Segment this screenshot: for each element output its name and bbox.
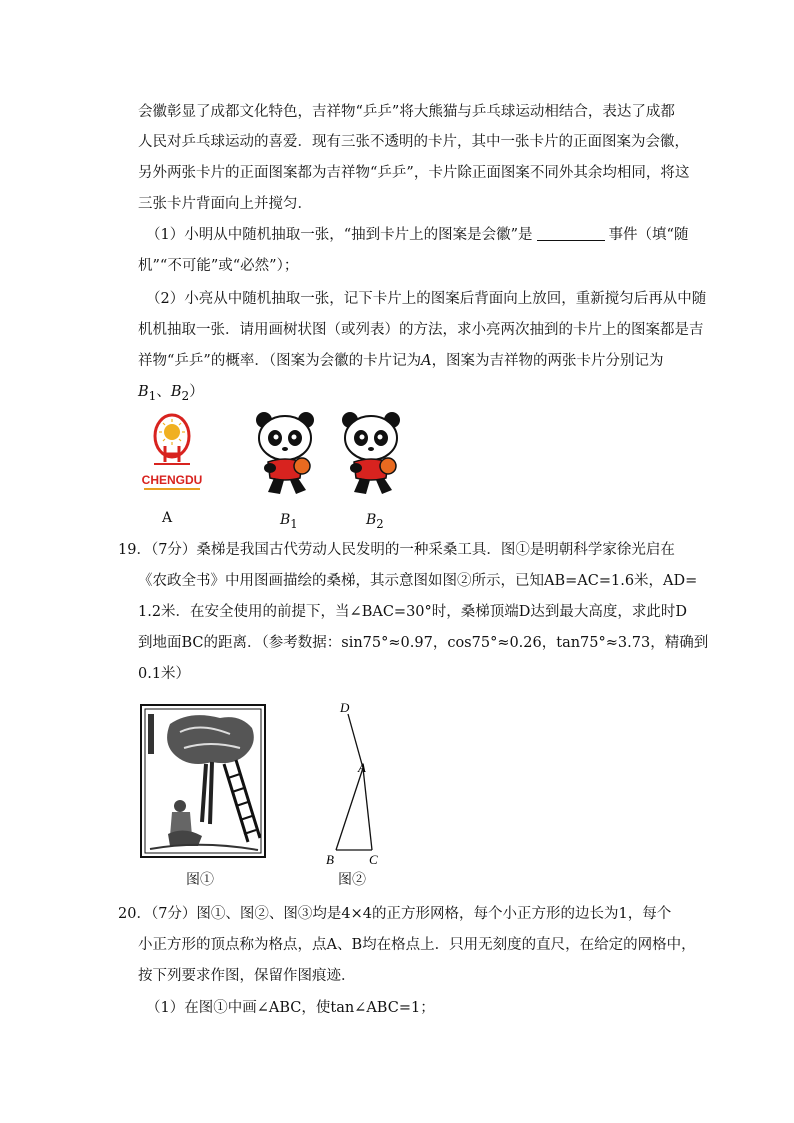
q19-line-5: 0.1米） — [138, 666, 191, 682]
var-b1: B — [138, 384, 149, 400]
q20-line-2: 小正方形的顶点称为格点，点A、B均在格点上．只用无刻度的直尺，在给定的网格中， — [138, 937, 696, 953]
q18-part2-line-3 — [138, 351, 664, 371]
var-a: A — [421, 353, 432, 369]
q18-line-1: 会徽彰显了成都文化特色，吉祥物“乒乒”将大熊猫与乒乓球运动相结合，表达了成都 — [138, 104, 675, 120]
q18-part1-line-2: 机”“不可能”或“必然”）； — [138, 258, 299, 274]
q19-line-4: 到地面BC的距离．（参考数据：sin75°≈0.97，cos75°≈0.26，tan75°≈3.73，精确到 — [138, 635, 709, 651]
caption-b2-letter: B — [366, 512, 377, 528]
close-paren: ） — [189, 384, 204, 400]
label-d: D — [340, 700, 350, 715]
panda-mascot-icon — [250, 410, 320, 498]
q18-part2-line-4 — [138, 382, 204, 406]
caption-b1-letter: B — [280, 512, 291, 528]
label-b: B — [326, 852, 334, 867]
caption-a: A — [162, 510, 173, 526]
q18-line-2: 人民对乒乓球运动的喜爱．现有三张不透明的卡片，其中一张卡片的正面图案为会徽， — [138, 134, 689, 150]
caption-b2 — [366, 512, 384, 531]
q18-part2-line-3-text: 祥物“乒乒”的概率．（图案为会徽的卡片记为 — [138, 353, 422, 369]
q18-part1-text-a: （1）小明从中随机抽取一张，“抽到卡片上的图案是会徽”是 — [146, 227, 533, 243]
separator: 、 — [156, 384, 171, 400]
q19-line-3: 1.2米．在安全使用的前提下，当∠BAC=30°时，桑梯顶端D达到最大高度，求此时D — [138, 604, 688, 620]
sub-1: 1 — [148, 388, 157, 403]
q18-line-4: 三张卡片背面向上并搅匀． — [138, 196, 312, 212]
chengdu-logo-icon — [138, 412, 208, 498]
mulberry-ladder-illustration — [140, 704, 266, 858]
q20-line-1: 20．（7分）图①、图②、图③均是4×4的正方形网格，每个小正方形的边长为1，每个 — [118, 906, 672, 922]
panda-card-b1 — [250, 410, 320, 498]
q18-part2-line-2: 机机抽取一张．请用画树状图（或列表）的方法，求小亮两次抽到的卡片上的图案都是吉 — [138, 322, 704, 338]
panda-mascot-icon — [336, 410, 406, 498]
triangle-diagram-icon — [320, 696, 392, 868]
var-b2: B — [170, 384, 182, 400]
q19-line-2: 《农政全书》中用图画描绘的桑梯，其示意图如图②所示，已知AB=AC=1.6米，AD= — [138, 573, 698, 589]
woodcut-picture-icon — [140, 704, 266, 858]
fig2-caption: 图② — [338, 872, 366, 888]
q18-part1-text-b: 事件（填“随 — [608, 227, 689, 243]
ladder-diagram — [320, 696, 392, 868]
q20-line-3: 按下列要求作图，保留作图痕迹． — [138, 968, 356, 984]
answer-blank — [537, 226, 605, 241]
q18-part2-tail: ，图案为吉祥物的两张卡片分别记为 — [431, 353, 664, 369]
label-a: A — [358, 760, 366, 775]
label-c: C — [369, 852, 378, 867]
fig1-caption: 图① — [186, 872, 214, 888]
caption-b1-sub: 1 — [290, 516, 298, 531]
chengdu-logo-card — [138, 412, 208, 498]
sub-2: 2 — [181, 388, 190, 403]
q18-line-3: 另外两张卡片的正面图案都为吉祥物“乒乒”，卡片除正面图案不同外其余均相同，将这 — [138, 165, 690, 181]
q19-line-1: 19．（7分）桑梯是我国古代劳动人民发明的一种采桑工具．图①是明朝科学家徐光启在 — [118, 542, 675, 558]
panda-card-b2 — [336, 410, 406, 498]
q18-part2-line-1: （2）小亮从中随机抽取一张，记下卡片上的图案后背面向上放回，重新搅匀后再从中随 — [146, 291, 707, 307]
logo-text: CHENGDU — [141, 473, 203, 487]
caption-b2-sub: 2 — [376, 516, 384, 531]
q18-part1 — [146, 225, 688, 245]
q20-part1: （1）在图①中画∠ABC，使tan∠ABC=1； — [146, 1000, 435, 1016]
caption-b1 — [280, 512, 298, 531]
